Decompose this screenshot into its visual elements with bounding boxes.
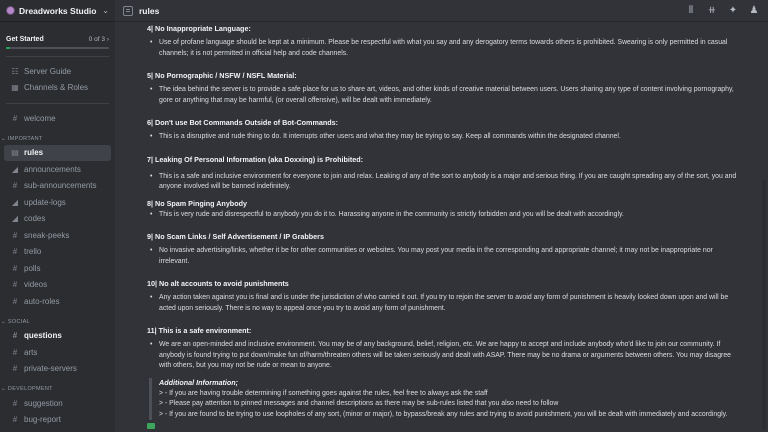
rule-title: 5| No Pornographic / NSFW / NSFL Material: (147, 71, 297, 80)
rule-title: 10| No alt accounts to avoid punishments (147, 279, 289, 288)
sidebar-item-label: suggestion (24, 398, 63, 408)
channel-sidebar (0, 0, 115, 432)
sidebar-item-trello[interactable] (4, 244, 111, 261)
category-label: DEVELOPMENT (7, 386, 53, 392)
rule-body: • Use of profane language should be kept at a minimum. Please be respectful with what you say and any derogatory terms towards others is prohibited. Swearing is only permitted in casual channels; it is not permitted in official help and code channels. (147, 38, 738, 59)
hash-icon: # (12, 230, 18, 240)
category-label: SOCIAL (7, 318, 30, 325)
rule-title: 8| No Spam Pinging Anybody (147, 198, 247, 208)
hash-icon: # (12, 347, 18, 357)
sidebar-item-channels-roles[interactable] (4, 80, 111, 97)
chevron-down-icon[interactable]: ⌄ (102, 6, 109, 15)
sidebar-item-label: questions (24, 331, 62, 341)
megaphone-icon: ◢ (11, 197, 19, 207)
server-icon (6, 6, 15, 15)
rule-4 (147, 24, 738, 59)
rule-7 (147, 155, 738, 193)
sidebar-item-label: update-logs (24, 197, 66, 207)
sidebar-item-label: auto-roles (24, 296, 60, 306)
sidebar-item-label: codes (24, 214, 46, 224)
rule-5 (147, 71, 738, 106)
chevron-down-icon: ⌄ (1, 318, 6, 325)
message-content (115, 22, 768, 432)
hash-icon: # (12, 364, 18, 374)
sidebar-item-label: private-servers (24, 364, 77, 374)
hash-icon: # (12, 247, 18, 257)
chevron-down-icon: ⌄ (1, 386, 6, 392)
category-social[interactable] (1, 319, 115, 325)
sidebar-item-label: sub-announcements (24, 181, 97, 191)
sidebar-item-label: rules (24, 148, 44, 158)
additional-info-line: > - If you are having trouble determining if something goes against the rules, feel free to always ask the staff (159, 389, 488, 397)
channel-name: rules (139, 5, 160, 16)
rule-body: • This is a safe and inclusive environment for everyone to join and relax. Leaking of any of the sort to anybody is a major and serious thing. If you are caught spreading any of the sort, you and anyone involved will be banned indefinitely. (147, 172, 738, 193)
sidebar-item-label: polls (24, 263, 41, 273)
sidebar-item-sub-announcements[interactable] (4, 178, 111, 195)
sidebar-item-label: trello (24, 247, 42, 257)
sidebar-item-rules[interactable] (4, 145, 111, 162)
additional-info-title: Additional Information; (159, 377, 239, 387)
channels-roles-icon: ▦ (11, 83, 19, 93)
sidebar-item-questions[interactable] (4, 328, 111, 345)
chevron-down-icon: ⌄ (1, 135, 6, 142)
rule-body: • This is very rude and disrespectful to anybody you do it to. Harassing anyone in the community is strictly forbidden and you will be dealt with accordingly. (147, 210, 738, 221)
divider (6, 103, 109, 104)
sidebar-item-label: sneak-peeks (24, 230, 70, 240)
additional-info-line: > - Please pay attention to pinned messages and channel descriptions as there may be sub-rules listed that you also need to follow (159, 400, 559, 407)
sidebar-item-label: Server Guide (24, 66, 72, 76)
get-started-progress-bar (6, 47, 109, 49)
sidebar-item-sneak-peeks[interactable] (4, 227, 111, 244)
sidebar-item-label: welcome (24, 113, 56, 123)
rule-9 (147, 232, 738, 267)
threads-icon[interactable]: ⫴ (688, 4, 694, 16)
rule-10 (147, 279, 738, 314)
hash-icon: # (12, 398, 18, 408)
rule-title: 7| Leaking Of Personal Information (aka Doxxing) is Prohibited: (147, 154, 364, 164)
rule-6 (147, 118, 738, 143)
sidebar-item-announcements[interactable] (4, 161, 111, 178)
rule-title: 4| No Inappropriate Language: (147, 24, 251, 33)
channel-header (115, 0, 768, 22)
get-started-label: Get Started (6, 36, 44, 43)
divider (6, 56, 109, 57)
sidebar-item-update-logs[interactable] (4, 194, 111, 211)
mute-bell-icon[interactable]: ⧺ (707, 4, 717, 16)
rules-icon: ▤ (11, 148, 19, 158)
server-header[interactable] (0, 0, 115, 22)
sidebar-item-label: bug-report (24, 415, 61, 425)
hash-icon: # (12, 296, 18, 306)
server-name: Dreadworks Studio (19, 5, 97, 16)
sidebar-item-welcome[interactable] (4, 110, 111, 127)
sidebar-item-suggestion[interactable] (4, 395, 111, 412)
sidebar-item-private-servers[interactable] (4, 361, 111, 378)
rules-icon (123, 6, 133, 16)
hash-icon: # (12, 263, 18, 273)
hash-icon: # (12, 181, 18, 191)
server-guide-icon: ☷ (11, 66, 19, 76)
sidebar-item-server-guide[interactable] (4, 63, 111, 80)
sidebar-item-label: announcements (24, 164, 81, 174)
reaction-emoji[interactable] (147, 423, 155, 429)
pin-icon[interactable]: ✦ (728, 4, 738, 16)
sidebar-item-auto-roles[interactable] (4, 293, 111, 310)
sidebar-item-bug-report[interactable] (4, 412, 111, 429)
header-toolbar (685, 6, 760, 16)
megaphone-icon: ◢ (11, 164, 19, 174)
scrollbar[interactable] (762, 180, 766, 430)
sidebar-item-codes[interactable] (4, 211, 111, 228)
rule-title: 9| No Scam Links / Self Advertisement / IP Grabbers (147, 232, 324, 241)
progress-fill (6, 47, 10, 49)
rule-body: • This is a disruptive and rude thing to do. It interrupts other users and what they may be trying to say. Keep all commands within the designated channel. (147, 132, 738, 143)
hash-icon: # (12, 113, 18, 123)
rule-body: • The idea behind the server is to provide a safe place for us to share art, videos, and other kinds of creative material between users. Users sharing any type of content involving pornography, gore or anything that may be harmful, (or overall offensive), will be dealt with immediately. (147, 85, 738, 106)
sidebar-item-label: videos (24, 280, 48, 290)
hash-icon: # (12, 280, 18, 290)
members-icon[interactable]: ♟ (749, 4, 759, 16)
megaphone-icon: ◢ (11, 214, 19, 224)
category-development[interactable] (1, 386, 115, 392)
hash-icon: # (12, 415, 18, 425)
get-started[interactable] (6, 36, 109, 43)
rule-body: • We are an open-minded and inclusive environment. You may be of any background, belief, religion, etc. We are happy to accept and include anybody who'd like to join our community. If anybody is found trying to put down/make fun of/harm/threaten others will be taken seriously and dealt with ASAP. There may be no drama or arguments between others. You may disagree with others, but you may not be rude or mean to anyone. (147, 340, 738, 372)
category-important[interactable] (1, 136, 115, 142)
additional-info-quote (149, 378, 738, 421)
sidebar-item-label: Channels & Roles (24, 83, 89, 93)
sidebar-item-label: arts (24, 347, 38, 357)
rule-body: • No invasive advertising/links, whether it be for other communities or websites. You may post your media in the corresponding and appropriate channel; it may not be inappropriate nor irrelevant. (147, 246, 738, 267)
rule-body: • Any action taken against you is final and is under the jurisdiction of who carried it out. If you try to rejoin the server to avoid any form of punishment is heavily looked down upon and will be acted upon seriously. There is no way to appeal once you try to avoid any form of punishment. (147, 293, 738, 314)
sidebar-item-polls[interactable] (4, 260, 111, 277)
rule-11 (147, 326, 738, 372)
rule-title: 11| This is a safe environment: (147, 326, 252, 335)
hash-icon: # (12, 331, 18, 341)
get-started-progress: 0 of 3 › (88, 36, 109, 43)
category-label: IMPORTANT (7, 135, 43, 142)
sidebar-item-arts[interactable] (4, 344, 111, 361)
sidebar-item-videos[interactable] (4, 277, 111, 294)
rule-8 (147, 199, 738, 221)
rule-title: 6| Don't use Bot Commands Outside of Bot-Commands: (147, 118, 338, 127)
additional-info-line: > - If you are found to be trying to use loopholes of any sort, (minor or major), to bypass/break any rules and trying to avoid punishment, you will be dealt with immediately and accordingly. (159, 410, 728, 418)
